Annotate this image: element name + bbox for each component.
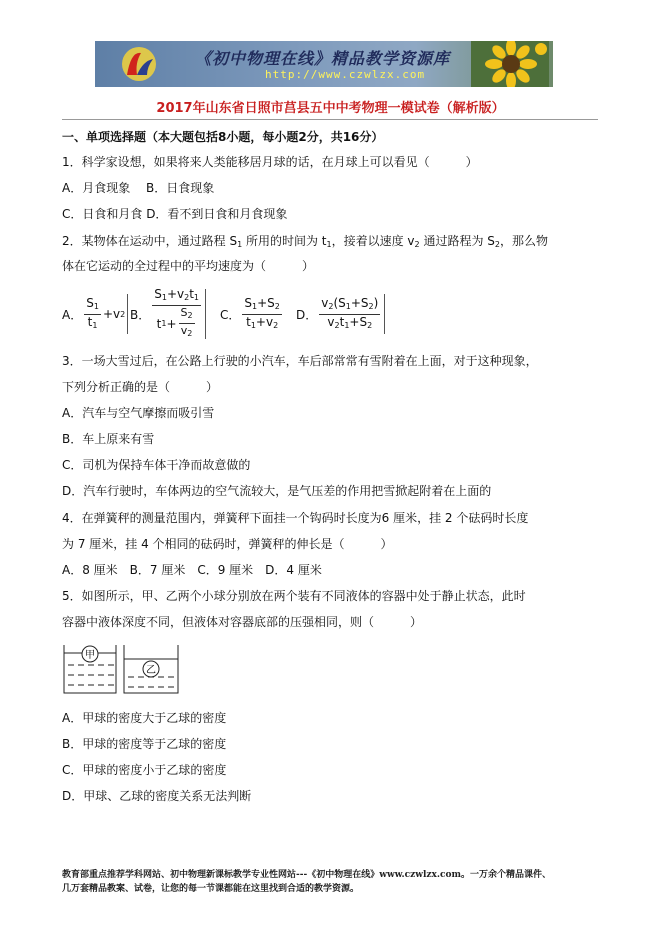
site-banner [95, 41, 553, 87]
q3-option-d: D．汽车行驶时，车体两边的空气流较大，是气压差的作用把雪掀起附着在上面的 [62, 484, 492, 498]
q2-stem: 2．某物体在运动中，通过路程 $S_1$ 所用的时间为 $t_1$，接着以速度 $v_2$ 通过路程为 $S_2$，那么物 [62, 234, 548, 249]
q5-stem-line2: 容器中液体深度不同，但液体对容器底部的压强相同，则（ ） [62, 615, 423, 629]
document-title: 2017年山东省日照市莒县五中中考物理一模试卷（解析版） [156, 101, 505, 116]
banner-title: 《初中物理在线》精品教学资源库 [195, 49, 451, 68]
title-divider [62, 119, 598, 120]
ball-yi-label: 乙 [146, 665, 156, 676]
q3-stem: 3．一场大雪过后，在公路上行驶的小汽车，车后部常常有雪附着在上面，对于这种现象， [62, 354, 538, 368]
q2-option-c: C． $\frac{S_1+S_2}{t_1+v_2}$ [220, 295, 280, 330]
q4-stem: 4．在弹簧秤的测量范围内，弹簧秤下面挂一个钩码时长度为6 厘米，挂 2 个砝码时长度 [62, 511, 529, 525]
q5-option-c: C．甲球的密度小于乙球的密度 [62, 763, 227, 777]
footer-line-1: 教育部重点推荐学科网站、初中物理新课标教学专业性网站---《初中物理在线》www.czwlzx.com。一万余个精品课件、 [62, 870, 552, 880]
page-footer [62, 868, 602, 896]
q2-option-b: B． $S_1+v_2t_1$ t 1 + $\frac{S_2}{v_2}$ [130, 286, 206, 342]
q5-stem: 5．如图所示，甲、乙两个小球分别放在两个装有不同液体的容器中处于静止状态，此时 [62, 589, 526, 603]
q3-option-c: C．司机为保持车体干净而故意做的 [62, 458, 251, 472]
q4-options: A．8 厘米 B．7 厘米 C．9 厘米 D．4 厘米 [62, 563, 322, 577]
site-logo-icon [117, 45, 159, 83]
q5-option-d: D．甲球、乙球的密度关系无法判断 [62, 789, 252, 803]
containers-figure [62, 643, 192, 695]
q2-option-d: D． $\frac{v_2(S_1+S_2)}{v_2t_1+S_2}$ [296, 286, 385, 342]
q5-option-b: B．甲球的密度等于乙球的密度 [62, 737, 227, 751]
sunflower-icon [471, 41, 549, 87]
q1-options-cd: C．日食和月食 D．看不到日食和月食现象 [62, 207, 288, 221]
q4-stem-line2: 为 7 厘米，挂 4 个相同的砝码时，弹簧秤的伸长是（ ） [62, 537, 393, 551]
q3-option-a: A．汽车与空气摩擦而吸引雪 [62, 406, 215, 420]
ball-jia-label: 甲 [85, 650, 95, 661]
q2-option-a: A． $\frac{S_1}{t_1}$ +v 2 [62, 286, 128, 342]
q2-options [62, 286, 482, 342]
section-heading: 一、单项选择题（本大题包括8小题，每小题2分，共16分） [62, 130, 384, 144]
footer-line-2: 几万套精品教案、试卷，让您的每一节课都能在这里找到合适的教学资源。 [62, 884, 360, 894]
q1-stem: 1．科学家设想，如果将来人类能移居月球的话，在月球上可以看见（ ） [62, 155, 478, 169]
q2-stem-line2: 体在它运动的全过程中的平均速度为（ ） [62, 259, 315, 273]
q1-options-ab: A．月食现象 B．日食现象 [62, 181, 215, 195]
banner-url[interactable]: http://www.czwlzx.com [265, 68, 426, 81]
q3-stem-line2: 下列分析正确的是（ ） [62, 380, 219, 394]
q5-option-a: A．甲球的密度大于乙球的密度 [62, 711, 227, 725]
q3-option-b: B．车上原来有雪 [62, 432, 155, 446]
